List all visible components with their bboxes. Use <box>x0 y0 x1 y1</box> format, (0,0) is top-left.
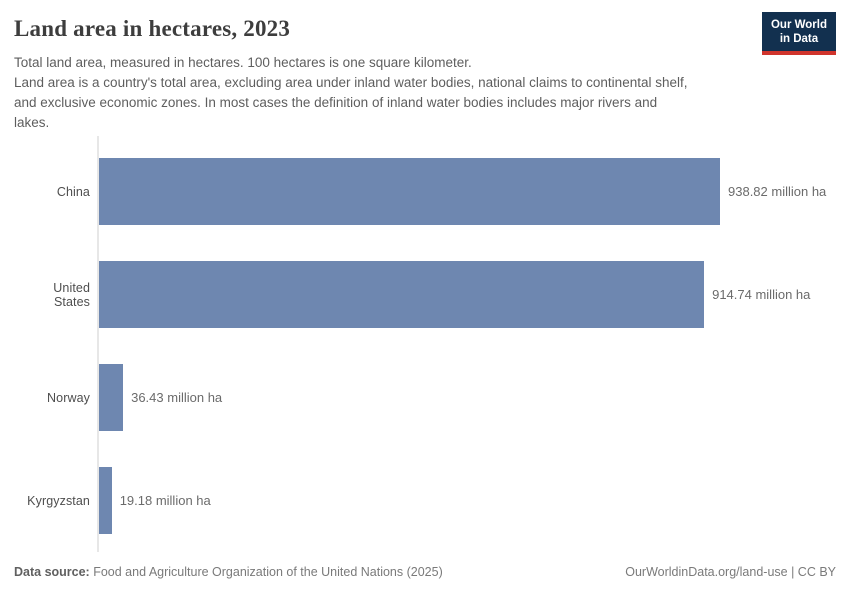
country-label-united-states: United States <box>53 280 90 309</box>
bar-chart <box>14 140 836 552</box>
subtitle-line: lakes. <box>14 115 50 130</box>
subtitle-line: and exclusive economic zones. In most cases the definition of inland water bodies includes major rivers and <box>14 95 658 110</box>
bar-kyrgyzstan[interactable] <box>99 467 112 534</box>
data-source-label: Data source: <box>14 565 90 579</box>
bar-row <box>14 449 836 552</box>
subtitle-line: Total land area, measured in hectares. 100 hectares is one square kilometer. <box>14 55 472 70</box>
bar-area <box>99 261 836 328</box>
data-source <box>14 565 443 579</box>
bar-row <box>14 243 836 346</box>
owid-logo-line2: in Data <box>779 33 819 45</box>
data-source-text: Food and Agriculture Organization of the United Nations (2025) <box>93 565 443 579</box>
bar-united-states[interactable] <box>99 261 704 328</box>
value-label: 938.82 million ha <box>728 184 827 199</box>
bar-rows <box>14 140 836 552</box>
y-axis-line <box>97 136 99 552</box>
bar-area <box>99 467 836 534</box>
bar-china[interactable] <box>99 158 720 225</box>
attribution <box>625 565 836 579</box>
bar-area <box>99 364 836 431</box>
attribution-link[interactable]: OurWorldinData.org/land-use | CC BY <box>625 565 836 579</box>
country-label-kyrgyzstan: Kyrgyzstan <box>27 493 90 508</box>
value-label: 914.74 million ha <box>712 287 811 302</box>
bar-row <box>14 346 836 449</box>
chart-header <box>14 14 836 133</box>
chart-subtitle <box>14 53 836 133</box>
bar-area <box>99 158 836 225</box>
subtitle-line: Land area is a country's total area, excluding area under inland water bodies, national claims to continental shelf, <box>14 75 688 90</box>
owid-logo-line1: Our World <box>770 19 827 31</box>
bar-norway[interactable] <box>99 364 123 431</box>
country-label-china: China <box>56 184 90 199</box>
chart-title: Land area in hectares, 2023 <box>14 16 291 41</box>
value-label: 19.18 million ha <box>119 493 211 508</box>
owid-logo[interactable] <box>762 12 836 51</box>
country-label-norway: Norway <box>47 390 90 405</box>
chart-footer <box>14 565 836 579</box>
value-label: 36.43 million ha <box>131 390 223 405</box>
bar-row <box>14 140 836 243</box>
chart-page <box>0 14 850 600</box>
owid-logo-red-bar <box>762 51 836 55</box>
